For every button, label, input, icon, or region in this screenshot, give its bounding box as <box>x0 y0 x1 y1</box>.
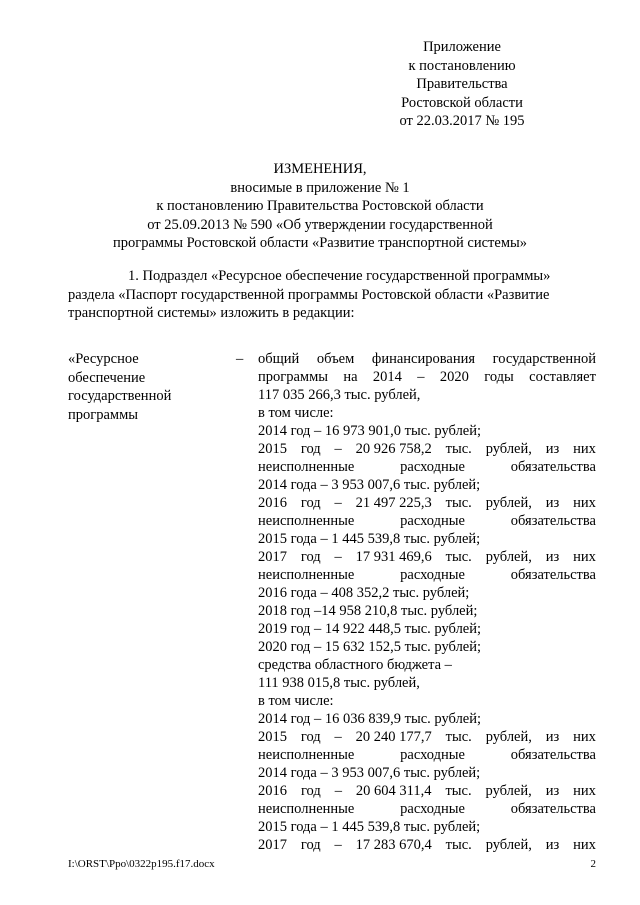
content-word: год <box>300 783 321 799</box>
content-word: рублей, <box>485 729 532 745</box>
content-word: 2019 год – 14 922 448,5 тыс. рублей; <box>258 621 482 637</box>
content-word: обязательства <box>510 747 596 763</box>
appendix-line: Правительства <box>416 76 508 92</box>
content-word: 2015 года – 1 445 539,8 тыс. рублей; <box>258 819 481 835</box>
label-line: программы <box>68 406 138 423</box>
appendix-line: Приложение <box>423 39 501 55</box>
content-word: из <box>545 783 560 799</box>
content-word: неисполненные <box>258 513 355 529</box>
intro-paragraph <box>68 267 596 323</box>
content-word: тыс. <box>445 495 472 511</box>
content-line <box>258 746 596 764</box>
content-word: расходные <box>400 801 465 817</box>
intro-line: транспортной системы» изложить в редакции: <box>68 305 355 321</box>
content-word: общий <box>258 351 300 367</box>
content-line <box>258 728 596 746</box>
content-word: обязательства <box>510 459 596 475</box>
content-line <box>258 494 596 512</box>
content-word: – <box>334 549 342 565</box>
appendix-line: Ростовской области <box>401 94 523 111</box>
content-word: финансирования <box>371 351 476 367</box>
content-word: 17 931 469,6 <box>355 549 432 565</box>
content-word: составляет <box>529 369 596 385</box>
content-line <box>258 584 596 602</box>
content-line <box>258 836 596 854</box>
content-word: из <box>545 495 560 511</box>
content-word: тыс. <box>445 441 472 457</box>
content-word: обязательства <box>510 801 596 817</box>
content-word: 2014 год – 16 973 901,0 тыс. рублей; <box>258 423 482 439</box>
content-line <box>258 386 596 404</box>
content-word: рублей, <box>485 441 532 457</box>
content-word: 2020 год – 15 632 152,5 тыс. рублей; <box>258 639 482 655</box>
content-line <box>258 368 596 386</box>
content-word: рублей, <box>485 783 532 799</box>
label-line: обеспечение <box>68 369 146 386</box>
intro-line: раздела «Паспорт государственной программы Ростовской области «Развитие <box>68 286 550 303</box>
title-line: от 25.09.2013 № 590 «Об утверждении государственной <box>147 216 493 233</box>
content-word: 2014 год – 16 036 839,9 тыс. рублей; <box>258 711 482 727</box>
content-word: – <box>334 495 342 511</box>
content-word: объем <box>316 351 355 367</box>
content-line <box>258 458 596 476</box>
content-word: 17 283 670,4 <box>355 837 432 853</box>
appendix-line: к постановлению <box>408 57 516 74</box>
title-line: к постановлению Правительства Ростовской области <box>156 198 484 214</box>
content-line <box>258 800 596 818</box>
content-word: из <box>545 729 560 745</box>
content-word: расходные <box>400 459 465 475</box>
label-line: «Ресурсное <box>68 351 139 367</box>
content-line <box>258 476 596 494</box>
title-heading: ИЗМЕНЕНИЯ, <box>273 161 367 177</box>
content-line <box>258 656 596 674</box>
content-word: – <box>417 369 425 385</box>
content-word: них <box>573 729 596 745</box>
content-word: в том числе: <box>258 405 334 421</box>
content-line <box>258 620 596 638</box>
appendix-line: от 22.03.2017 № 195 <box>399 113 525 129</box>
content-word: 20 926 758,2 <box>355 441 432 457</box>
title-line: вносимые в приложение № 1 <box>230 179 410 196</box>
content-word: год <box>300 729 321 745</box>
content-word: обязательства <box>510 567 596 583</box>
content-word: 111 938 015,8 тыс. рублей, <box>258 675 420 691</box>
content-word: 2020 <box>439 369 469 385</box>
content-line <box>258 674 596 692</box>
content-line <box>258 638 596 656</box>
content-word: тыс. <box>445 549 472 565</box>
content-word: год <box>300 441 321 457</box>
content-line <box>258 602 596 620</box>
content-word: них <box>573 783 596 799</box>
content-word: из <box>545 837 560 853</box>
content-word: год <box>300 549 321 565</box>
content-word: расходные <box>400 747 465 763</box>
content-word: 2017 <box>258 549 287 565</box>
appendix-header <box>372 38 552 131</box>
content-word: расходные <box>400 513 465 529</box>
content-word: рублей, <box>485 495 532 511</box>
content-word: 2014 года – 3 953 007,6 тыс. рублей; <box>258 477 481 493</box>
content-word: 2014 года – 3 953 007,6 тыс. рублей; <box>258 765 481 781</box>
content-line <box>258 548 596 566</box>
content-line <box>258 530 596 548</box>
content-word: тыс. <box>445 783 472 799</box>
intro-line-text: 1. Подраздел «Ресурсное обеспечение государственной программы» <box>128 268 551 284</box>
resource-label <box>68 350 218 424</box>
content-line <box>258 440 596 458</box>
content-word: 2015 года – 1 445 539,8 тыс. рублей; <box>258 531 481 547</box>
content-line <box>258 818 596 836</box>
content-word: расходные <box>400 567 465 583</box>
label-line: государственной <box>68 388 172 404</box>
content-word: тыс. <box>445 729 472 745</box>
content-line <box>258 692 596 710</box>
content-word: 20 604 311,4 <box>355 783 432 799</box>
content-word: годы <box>484 369 514 385</box>
content-word: 2016 <box>258 495 287 511</box>
content-word: из <box>545 441 560 457</box>
content-word: них <box>573 495 596 511</box>
content-word: обязательства <box>510 513 596 529</box>
content-word: в том числе: <box>258 693 334 709</box>
content-word: рублей, <box>485 837 532 853</box>
content-word: тыс. <box>445 837 472 853</box>
page-number: 2 <box>590 858 596 870</box>
content-word: на <box>343 369 358 385</box>
content-word: неисполненные <box>258 747 355 763</box>
content-word: – <box>334 729 342 745</box>
content-line <box>258 350 596 368</box>
content-word: из <box>545 549 560 565</box>
content-word: 21 497 225,3 <box>355 495 432 511</box>
content-word: 2016 <box>258 783 287 799</box>
file-path: I:\ORST\Ppo\0322p195.f17.docx <box>68 858 215 870</box>
resource-content <box>258 350 596 854</box>
content-line <box>258 566 596 584</box>
content-word: 2015 <box>258 729 287 745</box>
content-line <box>258 422 596 440</box>
content-line <box>258 710 596 728</box>
content-word: них <box>573 549 596 565</box>
content-word: средства областного бюджета – <box>258 657 452 673</box>
document-title <box>60 160 580 253</box>
content-word: программы <box>258 369 328 385</box>
content-word: 2018 год –14 958 210,8 тыс. рублей; <box>258 603 478 619</box>
content-word: 2017 <box>258 837 287 853</box>
content-word: – <box>334 441 342 457</box>
content-word: 2015 <box>258 441 287 457</box>
content-word: год <box>300 837 321 853</box>
content-word: неисполненные <box>258 567 355 583</box>
content-word: 117 035 266,3 тыс. рублей, <box>258 387 421 403</box>
content-word: 2016 года – 408 352,2 тыс. рублей; <box>258 585 470 601</box>
content-word: – <box>334 783 342 799</box>
dash-separator: – <box>236 351 244 367</box>
content-line <box>258 764 596 782</box>
content-word: неисполненные <box>258 459 355 475</box>
content-word: неисполненные <box>258 801 355 817</box>
content-line <box>258 404 596 422</box>
content-line <box>258 512 596 530</box>
intro-line <box>68 267 596 286</box>
content-word: – <box>334 837 342 853</box>
content-word: рублей, <box>485 549 532 565</box>
content-word: них <box>573 837 596 853</box>
content-word: них <box>573 441 596 457</box>
content-word: 2014 <box>372 369 402 385</box>
content-word: государственной <box>492 351 596 367</box>
content-line <box>258 782 596 800</box>
content-word: 20 240 177,7 <box>355 729 432 745</box>
content-word: год <box>300 495 321 511</box>
title-line: программы Ростовской области «Развитие транспортной системы» <box>112 235 527 251</box>
